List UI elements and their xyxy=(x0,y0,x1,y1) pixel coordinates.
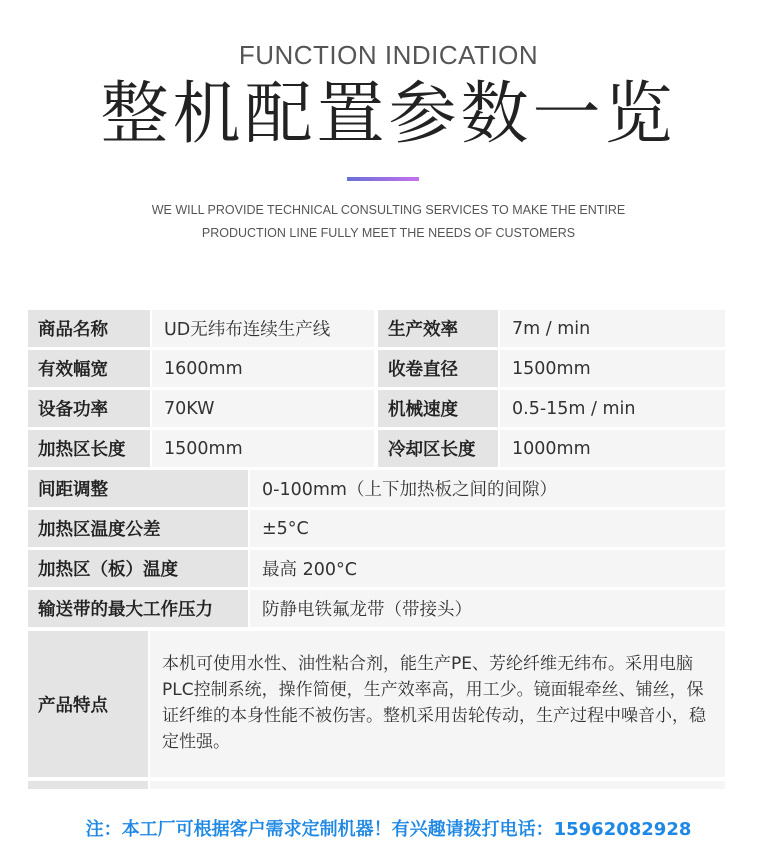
spec-label-features: 产品特点 xyxy=(28,631,148,777)
spec-value-plate-temp: 最高 200°C xyxy=(250,550,725,587)
spec-value-features: 本机可使用水性、油性粘合剂，能生产PE、芳纶纤维无纬布。采用电脑PLC控制系统，操作简便，生产效率高，用工少。镜面辊牵丝、铺丝，保证纤维的本身性能不被伤害。整机采用齿轮传动，生产过程中噪音小，稳定性强。 xyxy=(150,631,725,777)
page-title: 整机配置参数一览 xyxy=(100,75,677,154)
spec-label-speed: 机械速度 xyxy=(378,390,498,427)
contact-note: 注：本工厂可根据客户需求定制机器！有兴趣请拨打电话：15962082928 xyxy=(85,819,692,840)
spec-label-roll-diameter: 收卷直径 xyxy=(378,350,498,387)
spec-label-plate-temp: 加热区（板）温度 xyxy=(28,550,248,587)
spec-label-belt-pressure: 输送带的最大工作压力 xyxy=(28,590,248,627)
spec-label-cooling-length: 冷却区长度 xyxy=(378,430,498,467)
spec-label-efficiency: 生产效率 xyxy=(378,310,498,347)
accent-divider xyxy=(347,177,419,181)
spec-label-power: 设备功率 xyxy=(28,390,150,427)
spec-label-gap: 间距调整 xyxy=(28,470,248,507)
spec-label-product-name: 商品名称 xyxy=(28,310,150,347)
subtitle-line-2: PRODUCTION LINE FULLY MEET THE NEEDS OF CUSTOMERS xyxy=(201,226,576,240)
spec-value-width: 1600mm xyxy=(152,350,374,387)
spec-value-speed: 0.5-15m / min xyxy=(500,390,725,427)
spec-value-product-name: UD无纬布连续生产线 xyxy=(152,310,374,347)
spec-label-width: 有效幅宽 xyxy=(28,350,150,387)
spec-value-efficiency: 7m / min xyxy=(500,310,725,347)
spec-value-belt-pressure: 防静电铁氟龙带（带接头） xyxy=(250,590,725,627)
spec-value-gap: 0-100mm（上下加热板之间的间隙） xyxy=(250,470,725,507)
spec-label-partial xyxy=(28,781,148,789)
spec-value-heating-length: 1500mm xyxy=(152,430,374,467)
spec-value-power: 70KW xyxy=(152,390,374,427)
subtitle-line-1: WE WILL PROVIDE TECHNICAL CONSULTING SERVICES TO MAKE THE ENTIRE xyxy=(151,203,626,217)
eyebrow-heading: FUNCTION INDICATION xyxy=(238,40,539,70)
spec-value-roll-diameter: 1500mm xyxy=(500,350,725,387)
subtitle xyxy=(0,199,777,245)
spec-label-temp-tolerance: 加热区温度公差 xyxy=(28,510,248,547)
spec-label-heating-length: 加热区长度 xyxy=(28,430,150,467)
spec-value-temp-tolerance: ±5°C xyxy=(250,510,725,547)
spec-value-cooling-length: 1000mm xyxy=(500,430,725,467)
spec-value-partial xyxy=(150,781,725,789)
